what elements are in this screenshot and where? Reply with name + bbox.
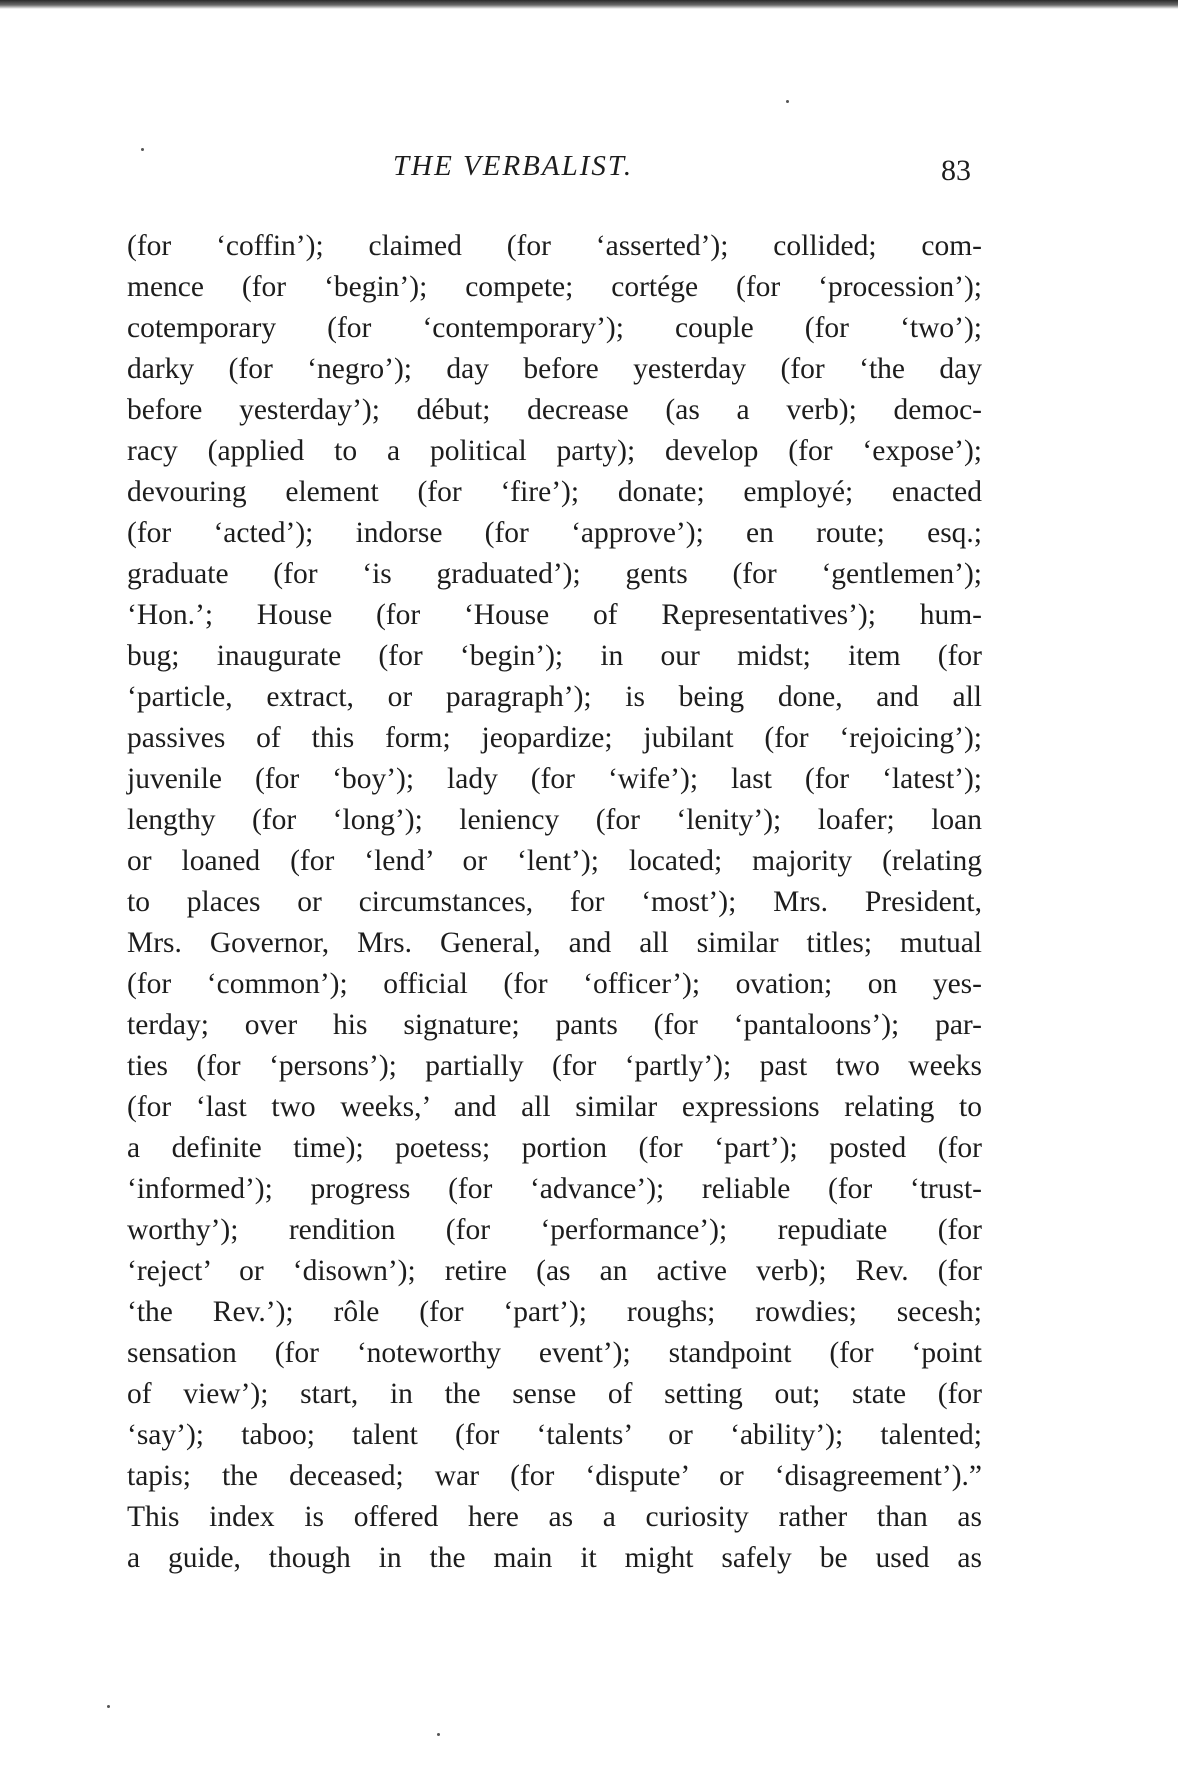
text-line: ‘reject’ or ‘disown’); retire (as an active verb); Rev. (for (127, 1255, 982, 1287)
text-line: darky (for ‘negro’); day before yesterday (for ‘the day (127, 353, 982, 385)
text-line: (for ‘acted’); indorse (for ‘approve’); en route; esq.; (127, 517, 982, 549)
text-line: a definite time); poetess; portion (for ‘part’); posted (for (127, 1132, 982, 1164)
text-line: to places or circumstances, for ‘most’); Mrs. President, (127, 886, 982, 918)
text-line: of view’); start, in the sense of setting out; state (for (127, 1378, 982, 1410)
paper-speck (786, 100, 789, 103)
text-line: (for ‘coffin’); claimed (for ‘asserted’); collided; com- (127, 230, 982, 262)
text-line: ‘Hon.’; House (for ‘House of Representatives’); hum- (127, 599, 982, 631)
page-top-edge (0, 0, 1178, 9)
text-line: ‘particle, extract, or paragraph’); is being done, and all (127, 681, 982, 713)
paper-speck (437, 1733, 440, 1736)
text-line: cotemporary (for ‘contemporary’); couple (for ‘two’); (127, 312, 982, 344)
text-line: or loaned (for ‘lend’ or ‘lent’); located; majority (relating (127, 845, 982, 877)
paper-speck (141, 148, 144, 151)
text-line: racy (applied to a political party); develop (for ‘expose’); (127, 435, 982, 467)
page-number: 83 (941, 154, 971, 187)
text-line: ties (for ‘persons’); partially (for ‘partly’); past two weeks (127, 1050, 982, 1082)
body-text (127, 226, 982, 1579)
text-line: worthy’); rendition (for ‘performance’); repudiate (for (127, 1214, 982, 1246)
running-head (0, 150, 1178, 190)
text-line: a guide, though in the main it might safely be used as (127, 1542, 982, 1574)
text-line: graduate (for ‘is graduated’); gents (for ‘gentlemen’); (127, 558, 982, 590)
text-line: ‘the Rev.’); rôle (for ‘part’); roughs; rowdies; secesh; (127, 1296, 982, 1328)
text-line: bug; inaugurate (for ‘begin’); in our midst; item (for (127, 640, 982, 672)
text-line: sensation (for ‘noteworthy event’); standpoint (for ‘point (127, 1337, 982, 1369)
text-line: devouring element (for ‘fire’); donate; employé; enacted (127, 476, 982, 508)
text-line: (for ‘common’); official (for ‘officer’); ovation; on yes- (127, 968, 982, 1000)
text-line: terday; over his signature; pants (for ‘pantaloons’); par- (127, 1009, 982, 1041)
text-line: Mrs. Governor, Mrs. General, and all similar titles; mutual (127, 927, 982, 959)
text-line: (for ‘last two weeks,’ and all similar expressions relating to (127, 1091, 982, 1123)
text-line: ‘informed’); progress (for ‘advance’); reliable (for ‘trust- (127, 1173, 982, 1205)
text-line: ‘say’); taboo; talent (for ‘talents’ or ‘ability’); talented; (127, 1419, 982, 1451)
text-line: before yesterday’); début; decrease (as a verb); democ- (127, 394, 982, 426)
text-line: lengthy (for ‘long’); leniency (for ‘lenity’); loafer; loan (127, 804, 982, 836)
running-title: THE VERBALIST. (393, 150, 634, 182)
text-line: This index is offered here as a curiosity rather than as (127, 1501, 982, 1533)
text-line: juvenile (for ‘boy’); lady (for ‘wife’); last (for ‘latest’); (127, 763, 982, 795)
text-line: mence (for ‘begin’); compete; cortége (for ‘procession’); (127, 271, 982, 303)
text-line: passives of this form; jeopardize; jubilant (for ‘rejoicing’); (127, 722, 982, 754)
text-line: tapis; the deceased; war (for ‘dispute’ or ‘disagreement’).” (127, 1460, 982, 1492)
paper-speck (107, 1705, 110, 1708)
